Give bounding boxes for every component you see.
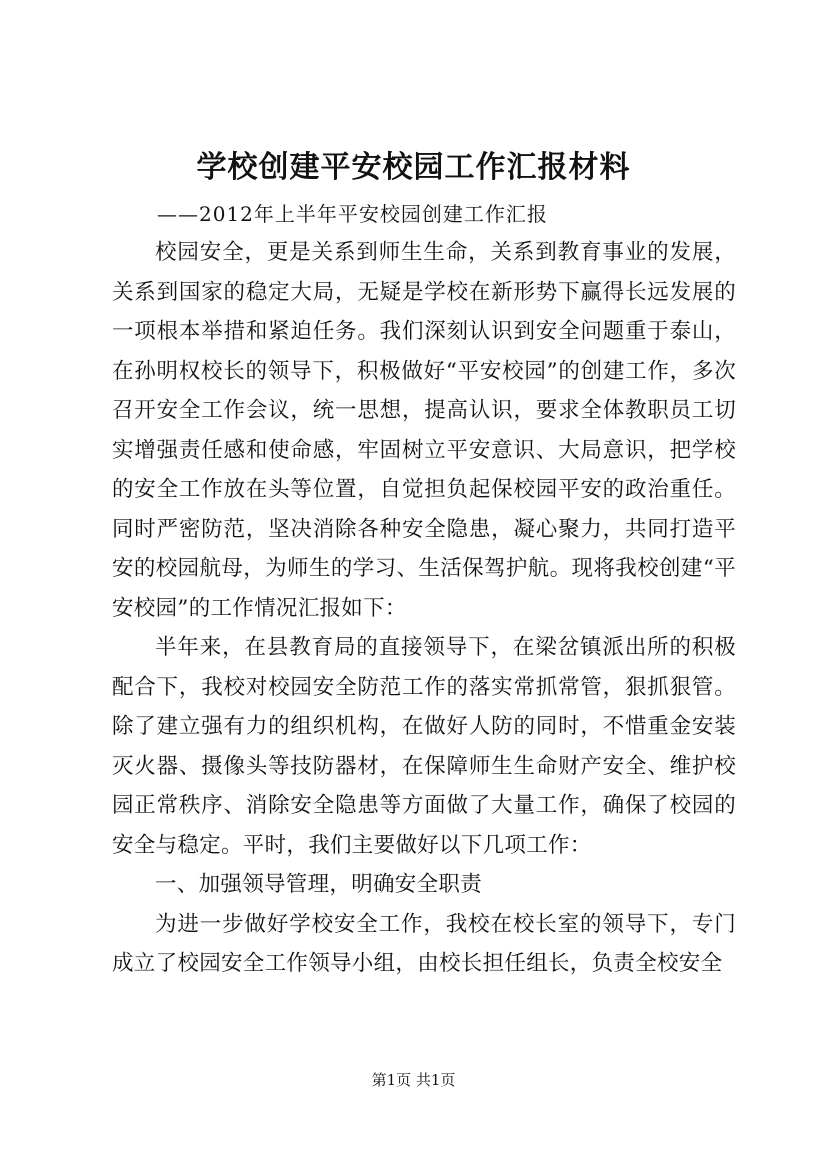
section-heading: 一、加强领导管理，明确安全职责	[155, 872, 483, 897]
paragraph: 为进一步做好学校安全工作，我校在校长室的领导下，专门成立了校园安全工作领导小组，由校长担任组长，负责全校安全	[112, 911, 736, 976]
document-body	[112, 233, 736, 984]
paragraph: 校园安全，更是关系到师生生命，关系到教育事业的发展，关系到国家的稳定大局，无疑是学校在新形势下赢得长远发展的一项根本举措和紧迫任务。我们深刻认识到安全问题重于泰山，在孙明权校长的领导下，积极做好“平安校园”的创建工作，多次召开安全工作会议，统一思想，提高认识，要求全体教职员工切实增强责任感和使命感，牢固树立平安意识、大局意识，把学校的安全工作放在头等位置，自觉担负起保校园平安的政治重任。同时严密防范，坚决消除各种安全隐患，凝心聚力，共同打造平安的校园航母，为师生的学习、生活保驾护航。现将我校创建“平安校园”的工作情况汇报如下：	[112, 240, 736, 621]
document-subtitle: ——2012年上半年平安校园创建工作汇报	[157, 202, 548, 226]
page-footer: 第1页 共1页	[371, 1071, 456, 1089]
document-title: 学校创建平安校园工作汇报材料	[196, 150, 631, 185]
paragraph: 半年来，在县教育局的直接领导下，在梁岔镇派出所的积极配合下，我校对校园安全防范工作的落实常抓常管，狠抓狠管。除了建立强有力的组织机构，在做好人防的同时，不惜重金安装灭火器、摄像头等技防器材，在保障师生生命财产安全、维护校园正常秩序、消除安全隐患等方面做了大量工作，确保了校园的安全与稳定。平时，我们主要做好以下几项工作：	[112, 635, 736, 858]
